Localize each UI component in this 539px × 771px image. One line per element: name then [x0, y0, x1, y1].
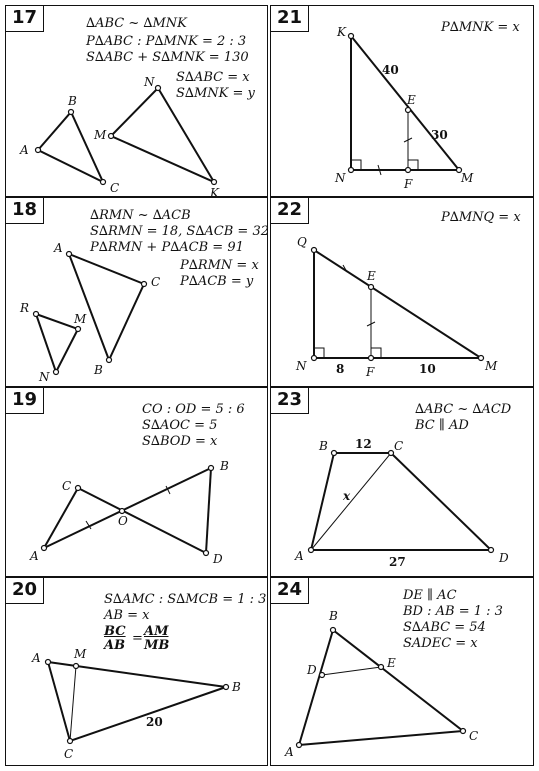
condition: CO : OD = 5 : 6	[142, 402, 245, 417]
point-label: C	[394, 439, 404, 453]
problem-21	[270, 5, 534, 197]
point-label: M	[74, 312, 87, 326]
point-label: C	[469, 729, 479, 743]
point-label: R	[20, 301, 30, 315]
point-label: K	[337, 25, 346, 39]
point-label: B	[94, 363, 103, 377]
point-label: M	[485, 359, 498, 373]
problem-number: 19	[6, 388, 44, 414]
problem-23	[270, 387, 534, 577]
point-label: B	[319, 439, 328, 453]
point-label: A	[295, 549, 304, 563]
condition: AB = x	[104, 608, 150, 623]
condition: P∆RMN + P∆ACB = 91	[90, 240, 244, 255]
point-label: C	[62, 479, 72, 493]
point-label: Q	[297, 235, 307, 249]
condition: BD : AB = 1 : 3	[403, 604, 503, 619]
condition: BC ∥ AD	[415, 418, 469, 433]
figure-17	[6, 6, 269, 198]
condition: ∆ABC ~ ∆MNK	[86, 16, 187, 31]
condition: ∆RMN ~ ∆ACB	[90, 208, 191, 223]
point-label: O	[118, 514, 128, 528]
length-label: 10	[419, 362, 436, 376]
condition: S∆AOC = 5	[142, 418, 218, 433]
point-label: A	[54, 241, 63, 255]
point-label: M	[94, 128, 107, 142]
condition: S∆ABC + S∆MNK = 130	[86, 50, 249, 65]
point-label: F	[404, 177, 413, 191]
point-label: N	[144, 75, 155, 89]
condition: DE ∥ AC	[403, 588, 457, 603]
given-note: P∆RMN = x	[180, 258, 259, 273]
length-label: 8	[336, 362, 345, 376]
condition: P∆MNK = x	[441, 20, 520, 35]
given-note: S∆MNK = y	[176, 86, 255, 101]
point-label: M	[461, 171, 474, 185]
point-label: A	[32, 651, 41, 665]
equals-sign: =	[132, 631, 143, 646]
point-label: B	[329, 609, 338, 623]
point-label: A	[20, 143, 29, 157]
point-label: B	[68, 94, 77, 108]
point-label: C	[64, 747, 74, 761]
length-label: 12	[355, 437, 372, 451]
problem-24	[270, 577, 534, 766]
point-label: N	[296, 359, 307, 373]
figure-21	[271, 6, 535, 198]
figure-22	[271, 198, 535, 388]
condition: S∆AMC : S∆MCB = 1 : 3	[104, 592, 267, 607]
figure-20	[6, 578, 269, 767]
problem-number: 24	[271, 578, 309, 604]
condition: P∆MNQ = x	[441, 210, 521, 225]
given-note: S∆ABC = x	[176, 70, 250, 85]
figure-24	[271, 578, 535, 767]
problem-number: 20	[6, 578, 44, 604]
fraction-numerator: AM	[144, 624, 169, 639]
point-label: E	[387, 656, 396, 670]
point-label: N	[39, 370, 50, 384]
length-label: 30	[431, 128, 448, 142]
condition: S∆BOD = x	[142, 434, 218, 449]
condition: S∆ABC = 54	[403, 620, 486, 635]
point-label: N	[335, 171, 346, 185]
point-label: E	[367, 269, 376, 283]
figure-23	[271, 388, 535, 578]
fraction-denominator: AB	[104, 638, 126, 653]
point-label: E	[407, 93, 416, 107]
problem-number: 17	[6, 6, 44, 32]
problem-18	[5, 197, 268, 387]
point-label: C	[151, 275, 161, 289]
figure-19	[6, 388, 269, 578]
problem-number: 23	[271, 388, 309, 414]
condition: S∆RMN = 18, S∆ACB = 32	[90, 224, 269, 239]
point-label: A	[30, 549, 39, 563]
length-label: 20	[146, 715, 163, 729]
length-label: 27	[389, 555, 406, 569]
problem-22	[270, 197, 534, 387]
length-label: 40	[382, 63, 399, 77]
point-label: C	[110, 181, 120, 195]
point-label: A	[285, 745, 294, 759]
problem-number: 18	[6, 198, 44, 224]
problem-19	[5, 387, 268, 577]
point-label: B	[232, 680, 241, 694]
given-note: P∆ACB = y	[180, 274, 254, 289]
problem-number: 22	[271, 198, 309, 224]
problem-17	[5, 5, 268, 200]
fraction-numerator: BC	[104, 624, 126, 639]
fraction-denominator: MB	[144, 638, 170, 653]
condition: SADEC = x	[403, 636, 478, 651]
problem-number: 21	[271, 6, 309, 32]
figure-18	[6, 198, 269, 388]
problem-20	[5, 577, 268, 766]
point-label: K	[210, 186, 219, 200]
condition: P∆ABC : P∆MNK = 2 : 3	[86, 34, 247, 49]
point-label: D	[213, 552, 223, 566]
point-label: M	[74, 647, 87, 661]
point-label: F	[366, 365, 375, 379]
condition: ∆ABC ~ ∆ACD	[415, 402, 512, 417]
point-label: D	[499, 551, 509, 565]
point-label: D	[307, 663, 317, 677]
point-label: B	[220, 459, 229, 473]
length-label: x	[343, 489, 351, 503]
